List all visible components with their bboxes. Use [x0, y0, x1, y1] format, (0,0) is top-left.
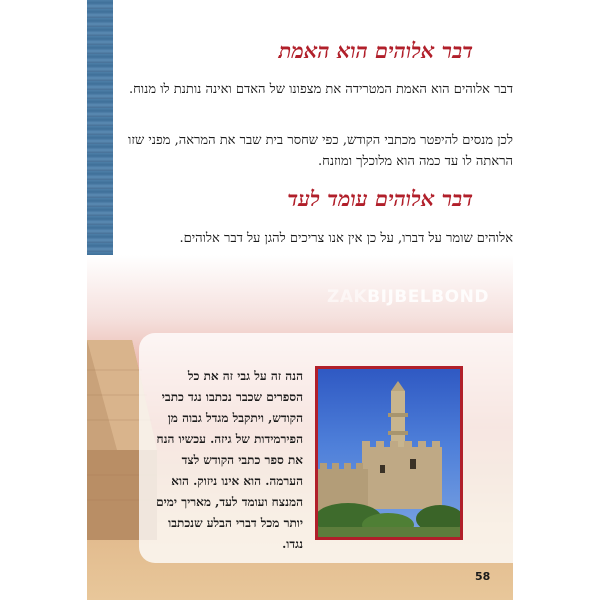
page-number: 58	[475, 570, 491, 583]
paragraph-truth-2: לכן מנסים להיפטר מכתבי הקודש, כפי שחסר בית שבר את המראה, מפני שזו הראתה לו עד כמה הוא מלוכלך ומוזנח.	[128, 133, 513, 169]
book-page	[87, 0, 513, 600]
section-title-endures: דבר אלוהים עומד לעד	[287, 186, 473, 211]
tower-of-david-photo	[315, 366, 463, 540]
paragraph-truth-1: דבר אלוהים הוא האמת המטרידה את מצפונו של האדם ואינה נותנת לו מנוח.	[128, 82, 513, 97]
card-paragraph: הנה זה על גבי זה את כל הספרים שכבר נכתבו נגד כתבי הקודש, ויתקבל מגדל גבוה מן הפירמידות של גיזה. עכשיו הנח את ספר כתבי הקודש לצד הערמה. הוא אינו ניזוק. הוא המנצח ועומד לעד, מאריך ימים יותר מכל דברי הבלע שנכתבו נגדו.	[156, 369, 303, 551]
watermark-prefix: ZAK	[327, 287, 368, 307]
paragraph-endures: אלוהים שומר על דברו, על כן אין אנו צריכים להגן על דבר אלוהים.	[179, 231, 513, 246]
watermark-brand: BIJBELBOND	[367, 287, 489, 307]
section-title-truth: דבר אלוהים הוא האמת	[278, 38, 473, 63]
publisher-watermark	[327, 287, 489, 307]
